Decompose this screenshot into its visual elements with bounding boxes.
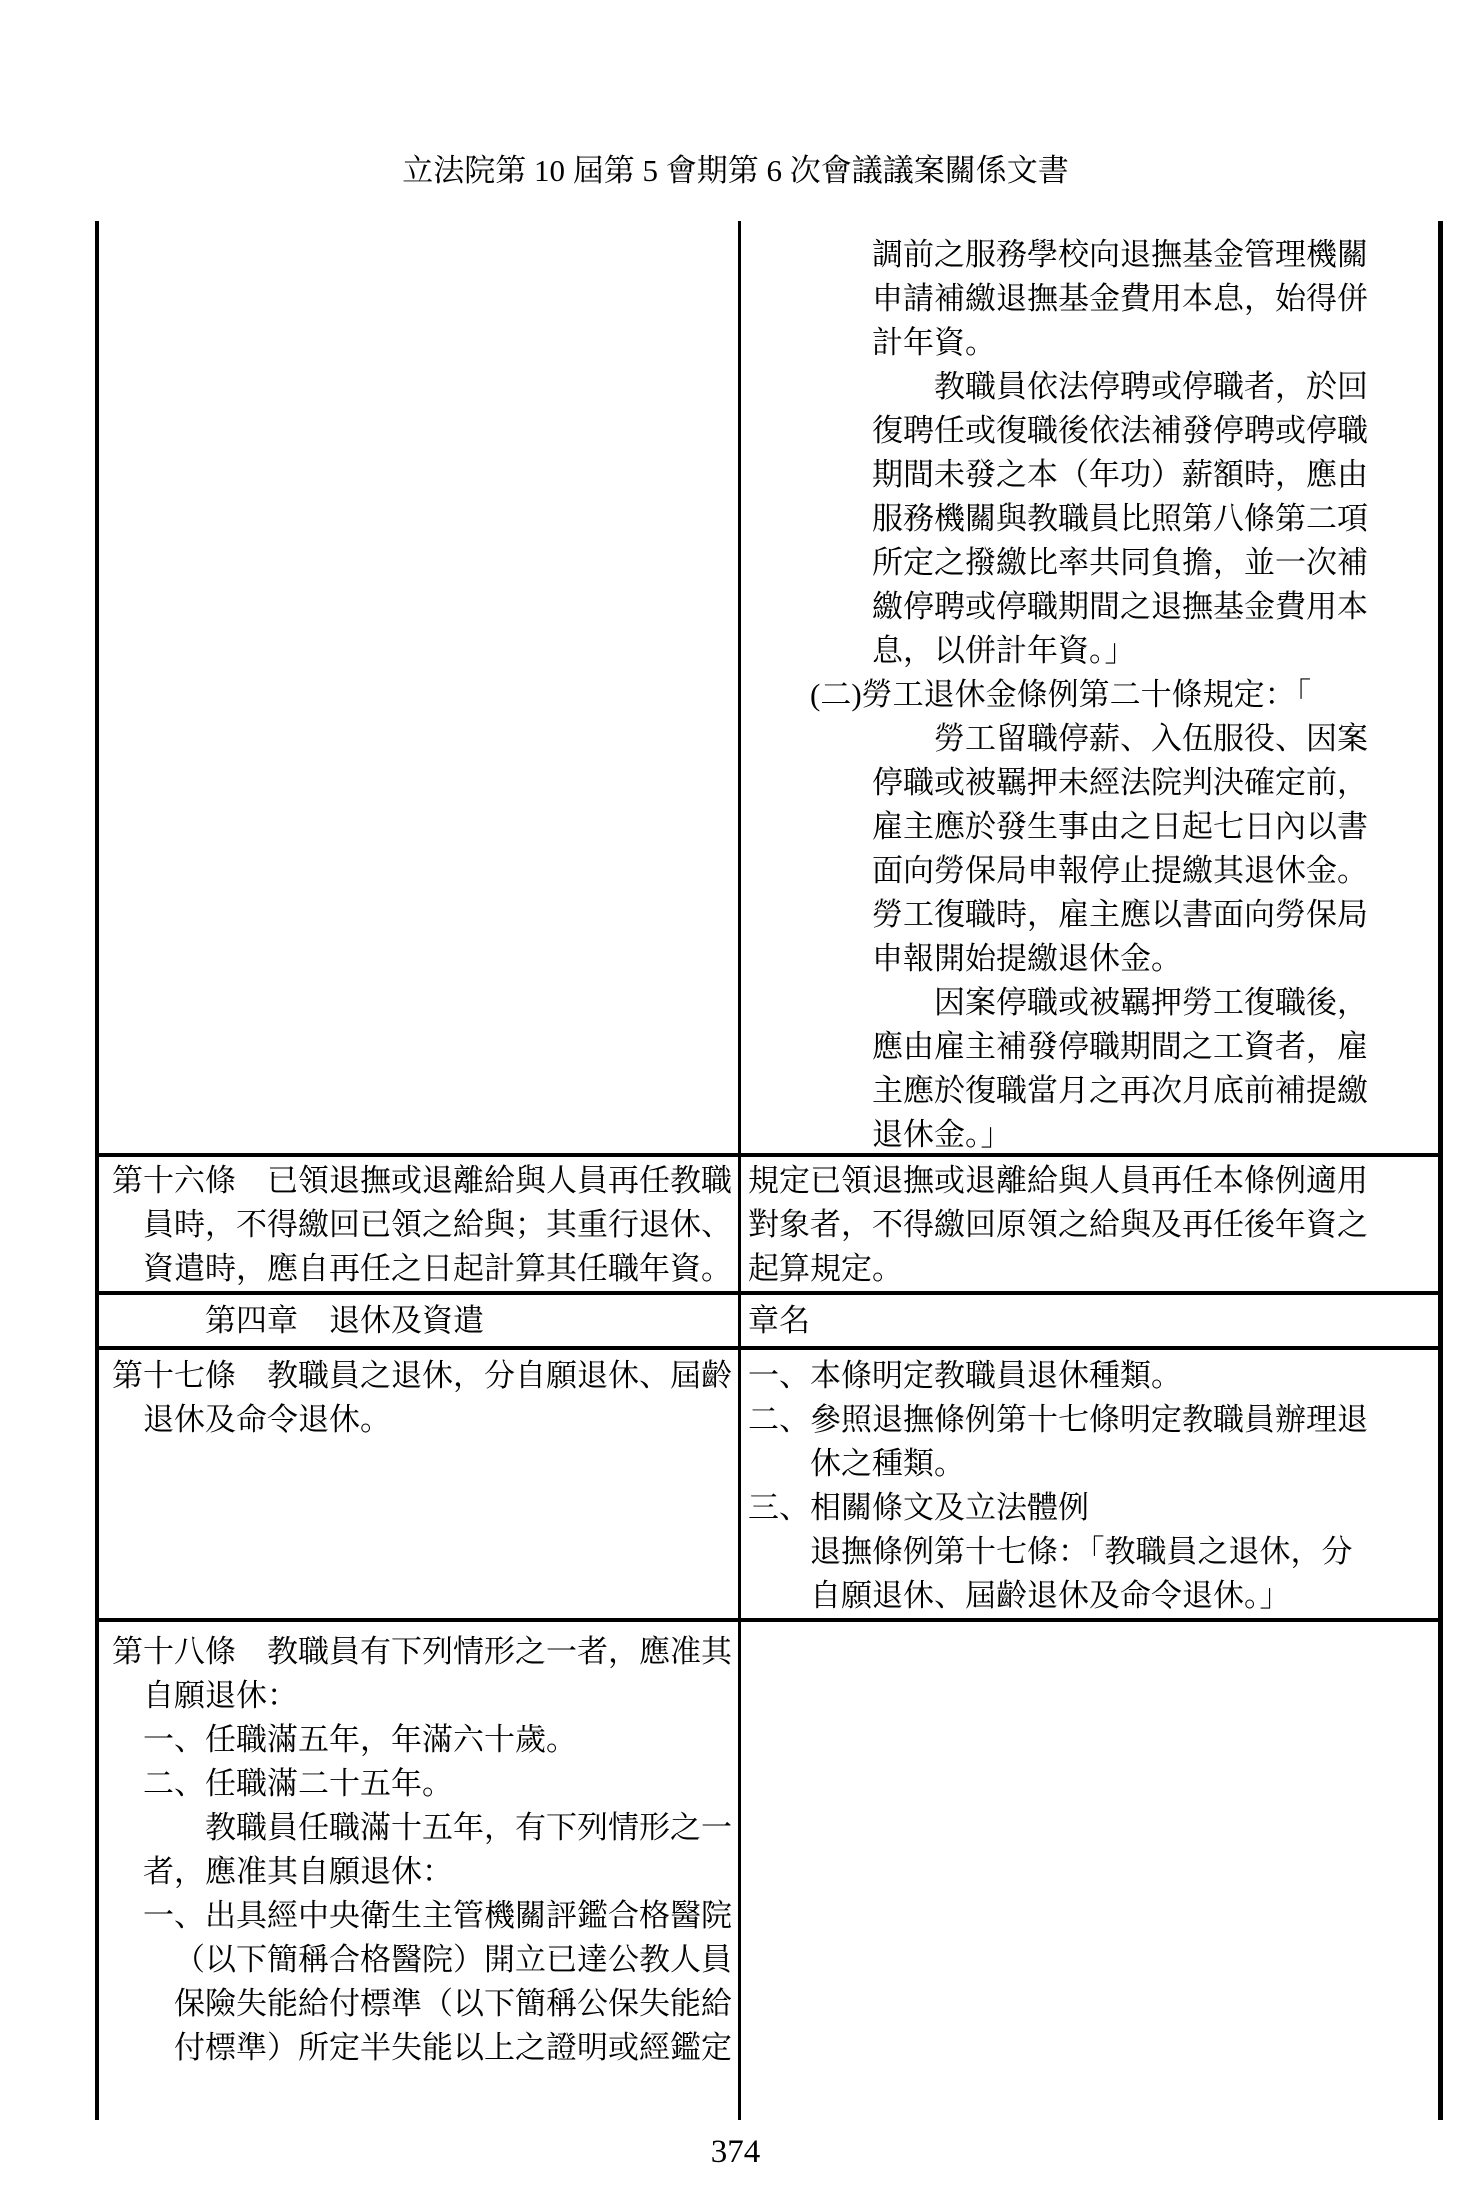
text-line: 服務機關與教職員比照第八條第二項	[872, 501, 1368, 536]
table-row-chapter-4	[99, 1295, 1438, 1350]
article-line: 第十七條 教職員之退休，分自願退休、屆齡	[112, 1358, 732, 1393]
text-line: 規定已領退撫或退離給與人員再任本條例適用	[748, 1163, 1368, 1198]
text-line: 對象者，不得繳回原領之給與及再任後年資之	[748, 1207, 1368, 1242]
text-line: 員時，不得繳回已領之給與；其重行退休、	[143, 1207, 732, 1242]
text-line: 付標準）所定半失能以上之證明或經鑑定	[174, 2030, 732, 2065]
page-header: 立法院第 10 屆第 5 會期第 6 次會議議案關係文書	[402, 153, 1069, 188]
text-line: 起算規定。	[748, 1251, 903, 1286]
text-line: 勞工留職停薪、入伍服役、因案	[934, 721, 1368, 756]
text-line: 申請補繳退撫基金費用本息，始得併	[872, 281, 1368, 316]
text-line: (二)勞工退休金條例第二十條規定：「	[810, 677, 1312, 712]
explanation-cell	[741, 1350, 1438, 1618]
text-line: 者，應准其自願退休：	[143, 1854, 453, 1889]
text-line: 勞工復職時，雇主應以書面向勞保局	[872, 897, 1368, 932]
explanation-cell	[741, 1295, 1438, 1346]
provision-cell	[99, 221, 741, 1153]
text-line: 一、本條明定教職員退休種類。	[748, 1358, 1182, 1393]
text-line: 調前之服務學校向退撫基金管理機關	[872, 237, 1368, 272]
text-line: 因案停職或被羈押勞工復職後，	[934, 985, 1368, 1020]
table-row-article-17	[99, 1350, 1438, 1622]
text-line: 申報開始提繳退休金。	[872, 941, 1182, 976]
text-line: 息，以併計年資。」	[872, 633, 1136, 668]
text-line: 二、參照退撫條例第十七條明定教職員辦理退	[748, 1402, 1368, 1437]
page-number: 374	[710, 2134, 761, 2170]
text-line: 退休金。」	[872, 1117, 1012, 1152]
text-line: 繳停聘或停職期間之退撫基金費用本	[872, 589, 1368, 624]
article-line: 第十六條 已領退撫或退離給與人員再任教職	[112, 1163, 732, 1198]
text-line: 自願退休、屆齡退休及命令退休。」	[810, 1578, 1291, 1613]
table-row-article-18	[99, 1622, 1438, 2120]
text-line: 休之種類。	[810, 1446, 965, 1481]
text-line: 退撫條例第十七條：「教職員之退休，分	[810, 1534, 1353, 1569]
provision-cell	[99, 1157, 741, 1291]
text-line: 主應於復職當月之再次月底前補提繳	[872, 1073, 1368, 1108]
legislative-comparison-table	[95, 221, 1443, 2120]
text-line: 應由雇主補發停職期間之工資者，雇	[872, 1029, 1368, 1064]
article-line: 第十八條 教職員有下列情形之一者，應准其	[112, 1634, 732, 1669]
table-row-article-16	[99, 1157, 1438, 1295]
explanation-cell	[741, 1157, 1438, 1291]
text-line: 章名	[748, 1303, 810, 1338]
text-line: 一、任職滿五年，年滿六十歲。	[143, 1722, 577, 1757]
text-line: 自願退休：	[143, 1678, 298, 1713]
text-line: 教職員任職滿十五年，有下列情形之一	[205, 1810, 732, 1845]
text-line: 計年資。	[872, 325, 996, 360]
text-line: （以下簡稱合格醫院）開立已達公教人員	[174, 1942, 732, 1977]
text-line: 退休及命令退休。	[143, 1402, 391, 1437]
text-line: 復聘任或復職後依法補發停聘或停職	[872, 413, 1368, 448]
text-line: 雇主應於發生事由之日起七日內以書	[872, 809, 1368, 844]
provision-cell	[99, 1350, 741, 1618]
text-line: 資遣時，應自再任之日起計算其任職年資。	[143, 1251, 732, 1286]
chapter-heading: 第四章 退休及資遣	[205, 1303, 484, 1338]
text-line: 保險失能給付標準（以下簡稱公保失能給	[174, 1986, 732, 2021]
text-line: 期間未發之本（年功）薪額時，應由	[872, 457, 1368, 492]
text-line: 教職員依法停聘或停職者，於回	[934, 369, 1368, 404]
provision-cell	[99, 1622, 741, 2120]
explanation-cell	[741, 1622, 1438, 2120]
text-line: 二、任職滿二十五年。	[143, 1766, 453, 1801]
table-row-continuation	[99, 221, 1438, 1157]
text-line: 停職或被羈押未經法院判決確定前，	[872, 765, 1368, 800]
text-line: 面向勞保局申報停止提繳其退休金。	[872, 853, 1368, 888]
text-line: 一、出具經中央衛生主管機關評鑑合格醫院	[143, 1898, 732, 1933]
text-line: 所定之撥繳比率共同負擔，並一次補	[872, 545, 1368, 580]
text-line: 三、相關條文及立法體例	[748, 1490, 1089, 1525]
explanation-cell	[741, 221, 1438, 1153]
provision-cell	[99, 1295, 741, 1346]
